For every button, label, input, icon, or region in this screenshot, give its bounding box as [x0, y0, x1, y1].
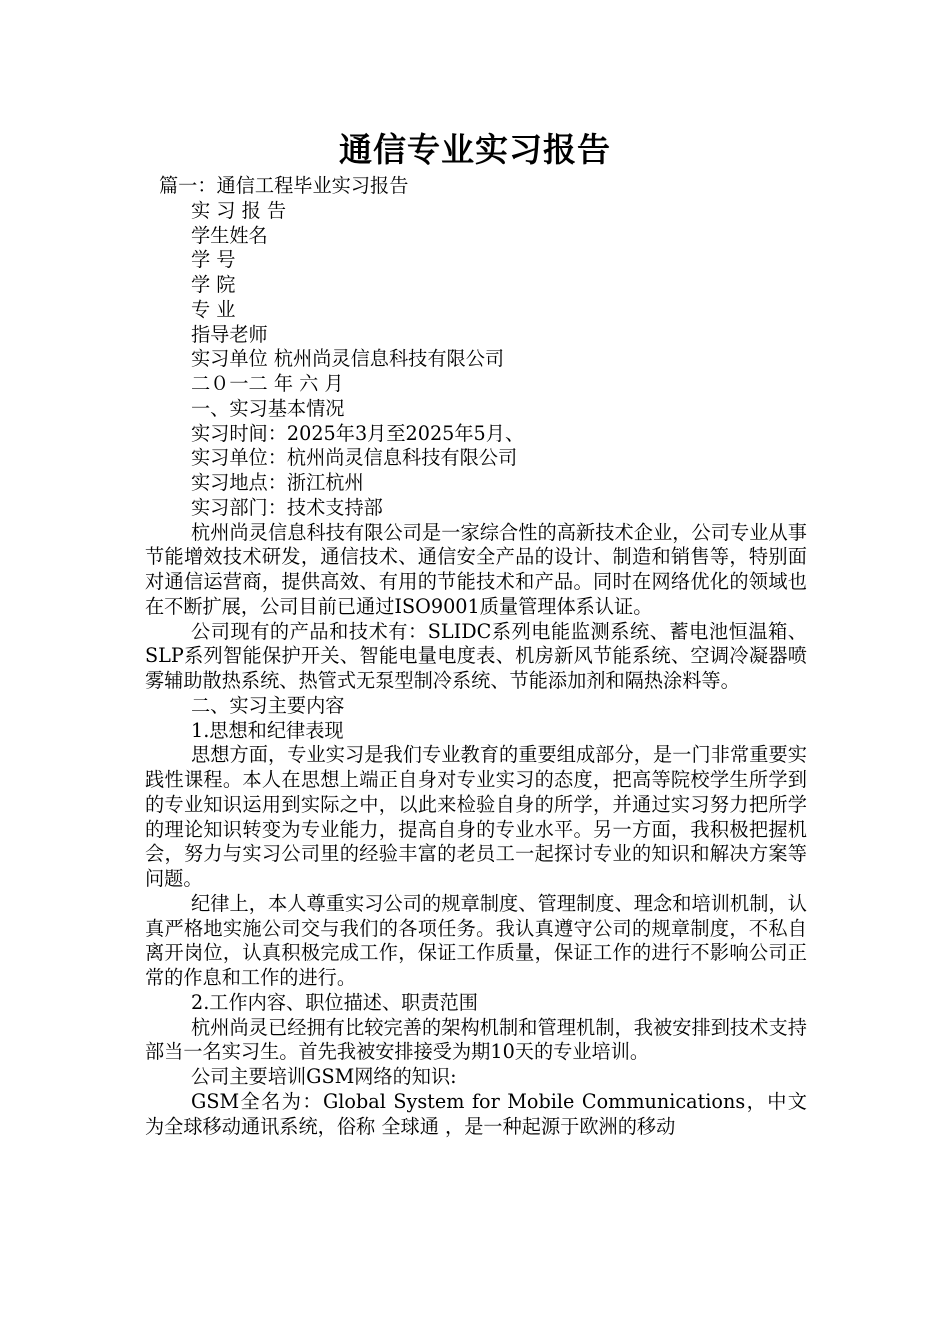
part2-subheading-2: 2.工作内容、职位描述、职责范围 — [191, 990, 478, 1014]
part1-paragraph-company: 杭州尚灵信息科技有限公司是一家综合性的高新技术企业，公司专业从事节能增效技术研发，通信技术、通信安全产品的设计、制造和销售等，特别面对通信运营商，提供高效、有用的节能技术和产品。同时在网络优化的领域也在不断扩展，公司目前已通过ISO9001质量管理体系认证。 — [145, 520, 807, 618]
part2-paragraph-training: 公司主要培训GSM网络的知识: — [191, 1065, 457, 1088]
part2-paragraph-discipline: 纪律上，本人尊重实习公司的规章制度、管理制度、理念和培训机制，认真严格地实施公司交与我们的各项任务。我认真遵守公司的规章制度，不私自离开岗位，认真积极完成工作，保证工作质量，保证工作的进行不影响公司正常的作息和工作的进行。 — [145, 891, 807, 989]
cover-advisor-label: 指导老师 — [191, 322, 268, 346]
part2-heading: 二、实习主要内容 — [191, 693, 345, 717]
document-title: 通信专业实习报告 — [339, 130, 611, 169]
cover-major-label: 专 业 — [191, 297, 236, 321]
cover-student-name-label: 学生姓名 — [191, 223, 268, 247]
part2-paragraph-gsm: GSM全名为：Global System for Mobile Communications，中文为全球移动通讯系统，俗称 全球通 ，是一种起源于欧洲的移动 — [145, 1089, 807, 1138]
part1-heading: 一、实习基本情况 — [191, 396, 345, 420]
part1-time: 实习时间：2025年3月至2025年5月、 — [191, 421, 525, 445]
part1-location: 实习地点：浙江杭州 — [191, 471, 364, 494]
cover-unit-line: 实习单位 杭州尚灵信息科技有限公司 — [191, 347, 505, 371]
part2-paragraph-thought: 思想方面，专业实习是我们专业教育的重要组成部分，是一门非常重要实践性课程。本人在思想上端正自身对专业实习的态度，把高等院校学生所学到的专业知识运用到实际之中，以此来检验自身的所学，并通过实习努力把所学的理论知识转变为专业能力，提高自身的专业水平。另一方面，我积极把握机会，努力与实习公司里的经验丰富的老员工一起探讨专业的知识和解决方案等问题。 — [145, 743, 807, 890]
cover-date-line: 二０一二 年 六 月 — [191, 372, 344, 395]
cover-student-id-label: 学 号 — [191, 248, 236, 272]
part1-department: 实习部门：技术支持部 — [191, 495, 383, 519]
part1-paragraph-products: 公司现有的产品和技术有：SLIDC系列电能监测系统、蓄电池恒温箱、SLP系列智能保护开关、智能电量电度表、机房新风节能系统、空调冷凝器喷雾辅助散热系统、热管式无泵型制冷系统、节能添加剂和隔热涂料等。 — [145, 619, 807, 692]
document-body — [145, 174, 807, 1139]
part1-unit: 实习单位：杭州尚灵信息科技有限公司 — [191, 446, 518, 470]
section-heading: 篇一：通信工程毕业实习报告 — [159, 174, 409, 197]
cover-report-label: 实 习 报 告 — [191, 198, 287, 222]
part2-paragraph-work: 杭州尚灵已经拥有比较完善的架构机制和管理机制，我被安排到技术支持部当一名实习生。首先我被安排接受为期10天的专业培训。 — [145, 1015, 807, 1064]
cover-college-label: 学 院 — [191, 273, 236, 296]
part2-subheading-1: 1.思想和纪律表现 — [191, 718, 344, 742]
